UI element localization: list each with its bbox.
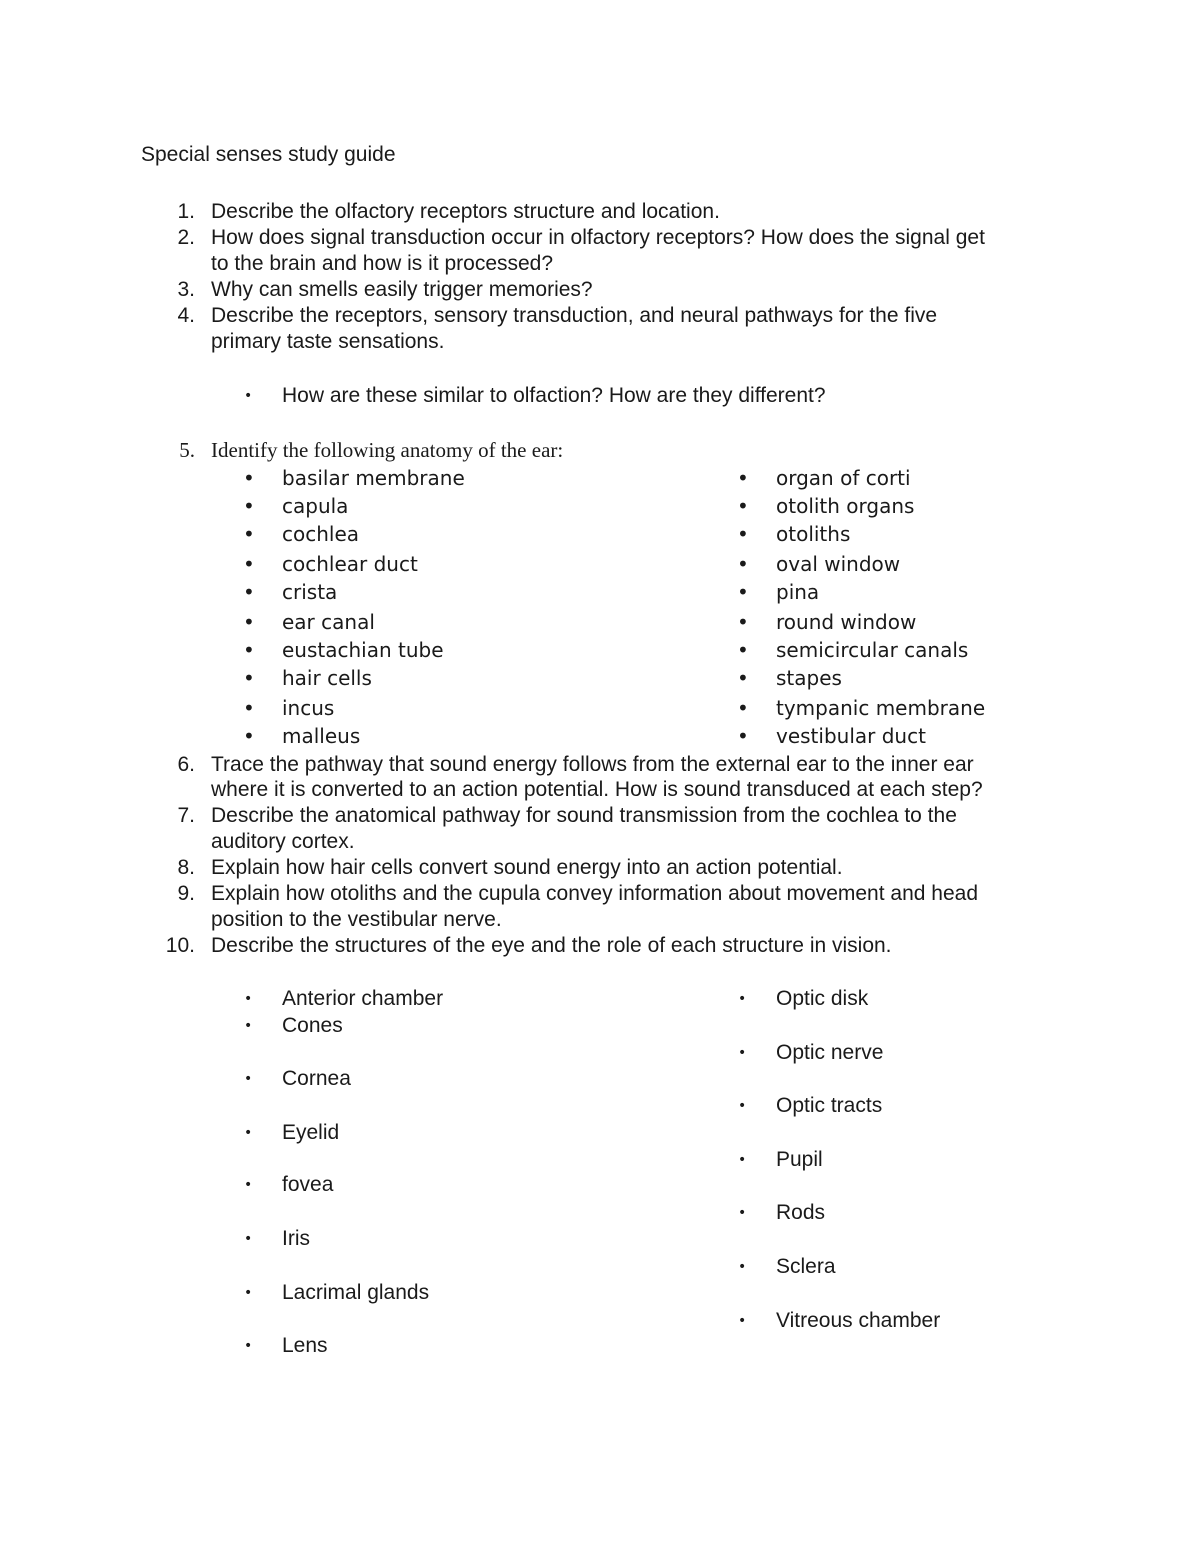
question-text: Describe the olfactory receptors structure and location. [211, 200, 720, 223]
list-item: Anterior chamber [282, 987, 444, 1010]
question-text: Describe the structures of the eye and the role of each structure in vision. [211, 934, 892, 957]
question-text: auditory cortex. [211, 830, 355, 853]
bullet-icon: • [737, 666, 749, 690]
bullet-icon: • [738, 1098, 747, 1114]
bullet-icon: • [244, 1071, 253, 1087]
list-item: stapes [776, 666, 842, 690]
list-item: Iris [282, 1227, 310, 1250]
list-item: vestibular duct [776, 724, 926, 748]
question-text: Why can smells easily trigger memories? [211, 278, 593, 301]
list-item: Lacrimal glands [282, 1281, 430, 1304]
question-number: 8. [177, 856, 195, 879]
list-item: otolith organs [776, 494, 915, 518]
bullet-icon: • [738, 991, 747, 1007]
list-item: fovea [282, 1173, 334, 1196]
question-text: to the brain and how is it processed? [211, 252, 554, 275]
bullet-icon: • [243, 610, 255, 634]
question-number: 2. [177, 226, 195, 249]
question-text: Explain how hair cells convert sound energy into an action potential. [211, 856, 843, 879]
question-number: 1. [177, 200, 195, 223]
bullet-icon: • [737, 580, 749, 604]
list-item: crista [282, 580, 338, 604]
list-item: Optic disk [776, 987, 869, 1010]
question-text: Trace the pathway that sound energy follows from the external ear to the inner ear [211, 753, 974, 776]
bullet-icon: • [737, 724, 749, 748]
bullet-icon: • [738, 1152, 747, 1168]
bullet-icon: • [243, 580, 255, 604]
bullet-icon: • [244, 1285, 253, 1301]
question-text: How does signal transduction occur in olfactory receptors? How does the signal get [211, 226, 985, 249]
sub-question-text: How are these similar to olfaction? How are they different? [282, 384, 826, 407]
bullet-icon: • [243, 666, 255, 690]
list-item: capula [282, 494, 349, 518]
question-text: Identify the following anatomy of the ear: [211, 438, 564, 462]
bullet-icon: • [243, 522, 255, 546]
bullet-icon: • [244, 388, 253, 404]
list-item: Rods [776, 1201, 826, 1224]
list-item: Sclera [776, 1255, 836, 1278]
question-text: where it is converted to an action potential. How is sound transduced at each step? [211, 778, 983, 801]
bullet-icon: • [738, 1205, 747, 1221]
list-item: ear canal [282, 610, 375, 634]
list-item: semicircular canals [776, 638, 969, 662]
bullet-icon: • [243, 494, 255, 518]
question-number: 7. [177, 804, 195, 827]
list-item: Pupil [776, 1148, 823, 1171]
list-item: basilar membrane [282, 466, 465, 490]
list-item: round window [776, 610, 917, 634]
question-number: 5. [179, 438, 195, 462]
bullet-icon: • [243, 552, 255, 576]
list-item: cochlea [282, 522, 360, 546]
list-item: oval window [776, 552, 901, 576]
bullet-icon: • [737, 552, 749, 576]
list-item: hair cells [282, 666, 372, 690]
question-text: Describe the anatomical pathway for sound transmission from the cochlea to the [211, 804, 957, 827]
bullet-icon: • [244, 1018, 253, 1034]
question-number: 4. [177, 304, 195, 327]
bullet-icon: • [244, 991, 253, 1007]
bullet-icon: • [243, 638, 255, 662]
bullet-icon: • [738, 1259, 747, 1275]
list-item: pina [776, 580, 820, 604]
list-item: Cones [282, 1014, 343, 1037]
bullet-icon: • [738, 1045, 747, 1061]
list-item: tympanic membrane [776, 696, 986, 720]
bullet-icon: • [244, 1231, 253, 1247]
bullet-icon: • [737, 610, 749, 634]
question-text: Describe the receptors, sensory transduction, and neural pathways for the five [211, 304, 938, 327]
list-item: organ of corti [776, 466, 911, 490]
bullet-icon: • [244, 1177, 253, 1193]
question-text: primary taste sensations. [211, 330, 445, 353]
question-number: 9. [177, 882, 195, 905]
bullet-icon: • [737, 696, 749, 720]
question-number: 6. [177, 753, 195, 776]
question-text: position to the vestibular nerve. [211, 908, 502, 931]
bullet-icon: • [243, 466, 255, 490]
bullet-icon: • [737, 638, 749, 662]
bullet-icon: • [244, 1125, 253, 1141]
page-title: Special senses study guide [141, 143, 396, 166]
list-item: cochlear duct [282, 552, 418, 576]
list-item: Lens [282, 1334, 328, 1357]
bullet-icon: • [243, 724, 255, 748]
question-number: 10. [165, 934, 195, 957]
question-number: 3. [177, 278, 195, 301]
list-item: malleus [282, 724, 361, 748]
bullet-icon: • [737, 494, 749, 518]
list-item: otoliths [776, 522, 851, 546]
list-item: Eyelid [282, 1121, 340, 1144]
bullet-icon: • [243, 696, 255, 720]
list-item: eustachian tube [282, 638, 444, 662]
list-item: Optic tracts [776, 1094, 883, 1117]
question-text: Explain how otoliths and the cupula convey information about movement and head [211, 882, 978, 905]
bullet-icon: • [738, 1313, 747, 1329]
list-item: Cornea [282, 1067, 351, 1090]
list-item: incus [282, 696, 335, 720]
list-item: Optic nerve [776, 1041, 884, 1064]
bullet-icon: • [737, 466, 749, 490]
list-item: Vitreous chamber [776, 1309, 941, 1332]
bullet-icon: • [737, 522, 749, 546]
bullet-icon: • [244, 1338, 253, 1354]
